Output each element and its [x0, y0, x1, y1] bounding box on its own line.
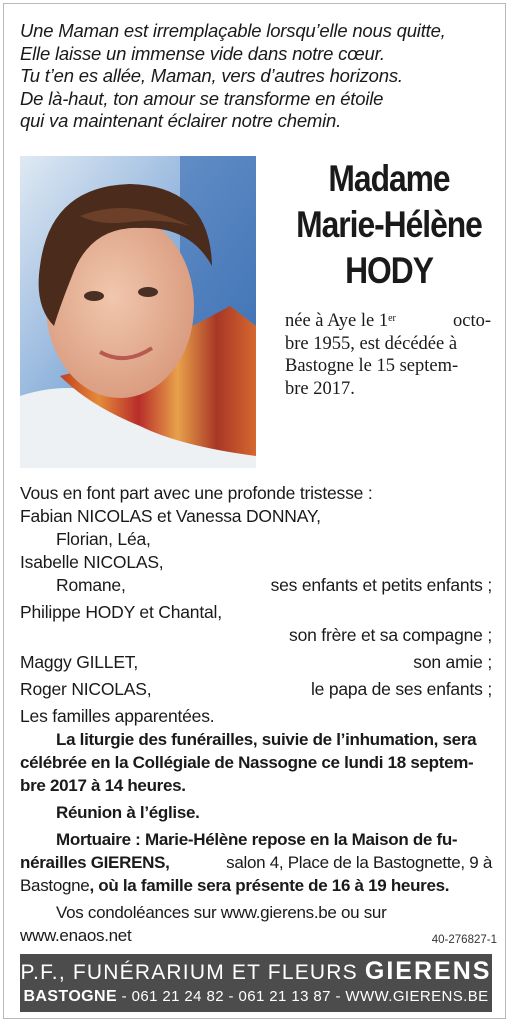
funeral-line: célébrée en la Collégiale de Nassogne ce lundi 18 septem- [20, 753, 474, 772]
meeting-line: Réunion à l’église. [56, 803, 200, 822]
birth-line-1-end: octo- [452, 311, 491, 331]
funeral-home-name: nérailles GIERENS, [20, 853, 170, 872]
mortuary-paragraph [20, 828, 492, 897]
poem [20, 20, 500, 133]
family-row [20, 651, 492, 674]
birth-line-3: Bastogne le 15 septem- [285, 356, 459, 376]
family-member: Philippe HODY et Chantal, [20, 602, 222, 622]
family-member: Maggy GILLET, [20, 652, 139, 672]
family-role: son amie ; [413, 652, 492, 672]
funeral-home-banner [20, 954, 492, 1012]
birth-line-1 [285, 310, 396, 333]
mortuary-line [20, 851, 492, 874]
mortuary-city: Bastogne [20, 876, 90, 895]
intro-line: Vous en font part avec une profonde tristesse : [20, 483, 373, 503]
family-member: Romane, [56, 575, 126, 595]
family-role: ses enfants et petits enfants ; [270, 575, 492, 595]
family-member: Fabian NICOLAS et Vanessa DONNAY, [20, 506, 321, 526]
banner-contacts: - 061 21 24 82 - 061 21 13 87 - WWW.GIERENS.BE [121, 988, 489, 1005]
reference-number: 40-276827-1 [431, 934, 497, 946]
family-member: Florian, Léa, [56, 529, 151, 549]
poem-line: Tu t’en es allée, Maman, vers d’autres horizons. [20, 65, 403, 86]
family-role: son frère et sa compagne ; [289, 625, 492, 645]
condolences-line: Vos condoléances sur www.gierens.be ou sur [56, 903, 387, 922]
family-row [20, 678, 492, 701]
mortuary-line [20, 874, 492, 897]
mortuary-line: Mortuaire : Marie-Hélène repose en la Maison de fu- [56, 830, 458, 849]
banner-line-1 [20, 954, 492, 987]
poem-line: Une Maman est irremplaçable lorsqu’elle nous quitte, [20, 20, 446, 41]
name-last: HODY [345, 250, 433, 291]
funeral-home-address: salon 4, Place de la Bastognette, 9 à [226, 853, 492, 872]
family-row [20, 624, 492, 647]
name-first: Marie-Hélène [296, 204, 482, 245]
family-role: le papa de ses enfants ; [310, 679, 492, 699]
visiting-hours: , où la famille sera présente de 16 à 19 heures. [89, 876, 450, 895]
condolences-paragraph [20, 901, 492, 947]
funeral-line: La liturgie des funérailles, suivie de l’inhumation, sera [56, 730, 477, 749]
family-row [20, 574, 492, 597]
ordinal-sup: er [388, 313, 396, 324]
poem-line: qui va maintenant éclairer notre chemin. [20, 110, 342, 131]
funeral-paragraph [20, 728, 492, 797]
portrait-photo [20, 156, 256, 468]
family-member: Isabelle NICOLAS, [20, 552, 164, 572]
deceased-name [287, 156, 492, 294]
banner-line-2 [20, 987, 492, 1007]
birth-death-text [285, 310, 491, 400]
poem-line: Elle laisse un immense vide dans notre cœur. [20, 42, 385, 64]
condolences-link: www.enaos.net [20, 926, 132, 945]
banner-prefix: P.F., FUNÉRARIUM ET FLEURS [20, 961, 358, 984]
birth-text: née à Aye le 1 [285, 311, 389, 331]
family-announcement [20, 482, 492, 947]
family-member: Les familles apparentées. [20, 706, 215, 726]
funeral-line: bre 2017 à 14 heures. [20, 776, 186, 795]
poem-line: De là-haut, ton amour se transforme en étoile [20, 87, 384, 109]
birth-line-4: bre 2017. [285, 378, 355, 399]
banner-city: BASTOGNE [23, 988, 118, 1005]
birth-line-2: bre 1955, est décédée à [285, 333, 458, 354]
name-title: Madame [328, 158, 450, 199]
family-member: Roger NICOLAS, [20, 679, 152, 699]
banner-brand: GIERENS [364, 957, 492, 985]
